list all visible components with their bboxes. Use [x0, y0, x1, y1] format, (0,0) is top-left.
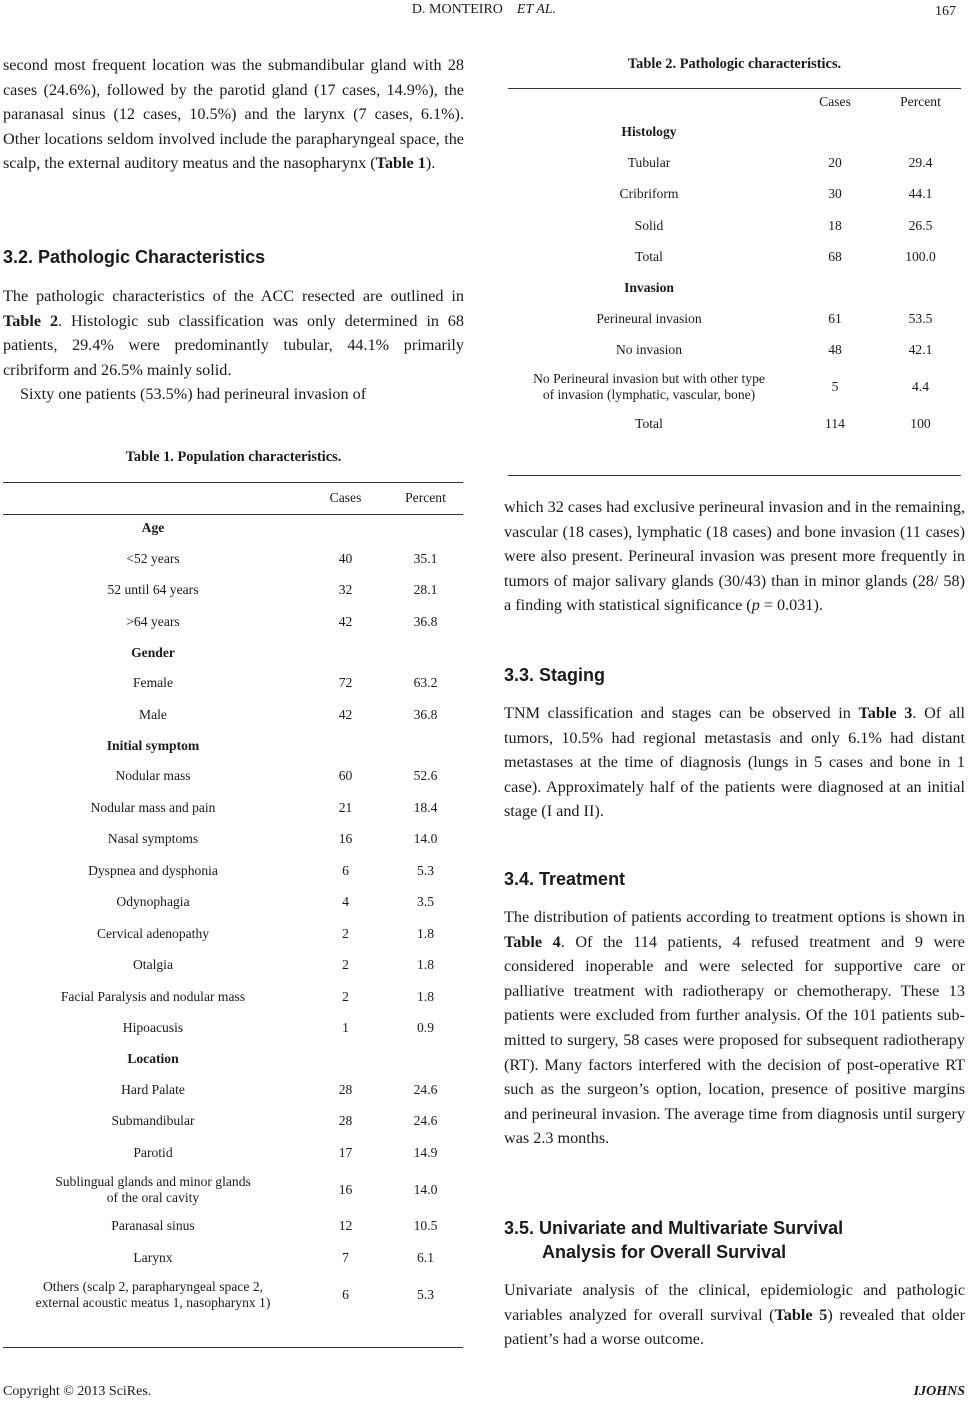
row-label: Perineural invasion	[596, 310, 702, 326]
table-row	[3, 699, 463, 731]
cases-cell: 20	[828, 154, 842, 170]
cases-cell: 5	[831, 379, 839, 394]
table5-reference: Table 5	[774, 1305, 828, 1324]
right-column-text-4	[504, 1278, 965, 1352]
right-paragraph-2: TNM classification and stages can be observed in Table 3. Of all tumors, 10.5% had regional metastasis and only 6.1% had distant metastases at the time of diagnosis (lungs in 5 cases and bone in 1 case). Approximately half of the patients were diagnosed at an initial stage (I and II).	[504, 704, 966, 821]
column-header-cases: Cases	[329, 490, 362, 505]
percent-cell: 28.1	[413, 582, 438, 598]
table2-bottom-rule	[508, 475, 961, 476]
percent-cell: 0.9	[417, 1020, 434, 1036]
running-head-author: D. MONTEIRO	[411, 2, 503, 17]
row-label: Others (scalp 2, parapharyngeal space 2,	[42, 1278, 264, 1294]
section-heading-3-4: 3.4. Treatment	[504, 869, 626, 889]
percent-cell: 24.6	[413, 1081, 438, 1097]
table-row	[3, 824, 463, 856]
table3-reference: Table 3	[858, 704, 913, 722]
table1-caption: Table 1. Population characteristics.	[125, 449, 342, 465]
group-title: Location	[127, 1051, 179, 1066]
cases-cell: 2	[342, 988, 349, 1004]
row-label-cell	[3, 606, 303, 638]
table-group-row	[3, 513, 463, 543]
row-label-cell	[3, 1169, 303, 1211]
cases-cell: 16	[338, 1181, 353, 1197]
percent-cell: 1.8	[417, 925, 434, 941]
section-heading-3-2: 3.2. Pathologic Characteristics	[3, 247, 266, 267]
row-label: >64 years	[126, 613, 180, 629]
percent-cell: 42.1	[908, 342, 933, 358]
table-row	[3, 1211, 463, 1243]
table-row	[3, 575, 463, 607]
group-title: Age	[141, 520, 165, 535]
row-label-cell	[3, 824, 303, 856]
percent-cell: 14.0	[413, 831, 438, 847]
row-label: Larynx	[133, 1249, 173, 1265]
page-header	[0, 2, 968, 26]
row-label: Nodular mass and pain	[90, 799, 216, 815]
row-label: Otalgia	[132, 957, 173, 973]
copyright-text: Copyright © 2013 SciRes.	[3, 1384, 152, 1399]
percent-cell: 4.4	[912, 379, 929, 394]
row-label-cell	[3, 887, 303, 919]
table-row	[3, 543, 463, 575]
row-label: Total	[635, 249, 663, 265]
left-column-lower	[3, 284, 464, 407]
table2-reference: Table 2	[3, 311, 59, 330]
table-row	[508, 408, 961, 440]
cases-cell: 1	[342, 1020, 349, 1036]
cases-cell: 7	[342, 1249, 349, 1265]
table-row	[508, 335, 961, 367]
table-row	[508, 303, 961, 335]
table-row	[3, 1074, 463, 1106]
row-label: Male	[139, 706, 167, 722]
cases-cell: 42	[338, 706, 353, 722]
row-label-line2: external acoustic meatus 1, nasopharynx 1)	[35, 1294, 271, 1310]
journal-name: IJOHNS	[913, 1384, 965, 1399]
row-label: No invasion	[615, 342, 683, 358]
table-row	[3, 1242, 463, 1274]
percent-cell: 5.3	[417, 1286, 434, 1302]
cases-cell: 21	[338, 799, 353, 815]
percent-cell: 1.8	[417, 957, 434, 973]
cases-cell: 30	[828, 186, 842, 202]
percent-cell: 14.9	[413, 1144, 438, 1160]
row-label: Dyspnea and dysphonia	[88, 862, 218, 878]
cases-cell: 72	[338, 675, 353, 691]
percent-cell: 63.2	[413, 675, 438, 691]
cases-cell: 42	[338, 613, 353, 629]
cases-cell: 28	[338, 1113, 353, 1129]
left-column	[3, 53, 464, 176]
row-label-cell	[508, 147, 790, 179]
table2-caption: Table 2. Pathologic characteristics.	[627, 56, 842, 72]
cases-cell: 12	[338, 1218, 353, 1234]
row-label-cell	[508, 408, 790, 440]
row-label: No Perineural invasion but with other type	[533, 371, 765, 386]
cases-cell: 6	[342, 862, 349, 878]
cases-cell: 40	[338, 550, 353, 566]
percent-cell: 24.6	[413, 1113, 438, 1129]
table-row	[3, 792, 463, 824]
percent-cell: 52.6	[413, 768, 438, 784]
table-row	[3, 668, 463, 700]
table-row	[508, 366, 961, 408]
table2	[508, 87, 961, 440]
table-row	[3, 1274, 463, 1316]
table-group-row	[3, 638, 463, 668]
row-label-cell	[508, 335, 790, 367]
row-label: Total	[635, 415, 663, 431]
row-label-cell	[3, 855, 303, 887]
row-label-cell	[3, 950, 303, 982]
table-row	[3, 1169, 463, 1211]
row-label: Tubular	[627, 154, 671, 170]
row-label: Sublingual glands and minor glands	[55, 1173, 251, 1189]
row-label: <52 years	[126, 550, 180, 566]
group-title: Initial symptom	[106, 737, 200, 753]
table-row	[508, 147, 961, 179]
cases-cell: 61	[828, 310, 842, 326]
row-label-cell	[3, 543, 303, 575]
row-label-cell	[508, 303, 790, 335]
percent-cell: 10.5	[413, 1218, 438, 1234]
row-label-cell	[508, 210, 790, 242]
row-label: Nasal symptoms	[107, 831, 199, 847]
row-label-cell	[3, 761, 303, 793]
percent-cell: 3.5	[417, 894, 434, 910]
row-label-cell	[3, 1274, 303, 1316]
table1-bottom-rule	[3, 1347, 463, 1348]
cases-cell: 60	[338, 768, 353, 784]
row-label: Cervical adenopathy	[96, 925, 210, 941]
percent-cell: 5.3	[417, 862, 434, 878]
right-paragraph-1: which 32 cases had exclusive perineural invasion and in the remaining, vascular (18 cases), lymphatic (18 cases) and bone invasion (11 cases) were also present. Perineural invasion was present more frequently in tumors of major salivary glands (30/43) than in minor glands (28/ 58) a finding with statistical significance (p = 0.031).	[504, 498, 965, 615]
row-label-cell	[3, 1013, 303, 1045]
cases-cell: 18	[828, 217, 842, 233]
table-row	[3, 761, 463, 793]
table-row	[3, 1013, 463, 1045]
cases-cell: 28	[338, 1081, 353, 1097]
row-label-line2: of the oral cavity	[106, 1189, 200, 1205]
cases-cell: 4	[342, 894, 349, 910]
running-head	[0, 2, 968, 18]
table-row	[3, 950, 463, 982]
row-label-cell	[3, 1074, 303, 1106]
row-label: Female	[132, 675, 173, 691]
column-header-percent: Percent	[405, 490, 446, 505]
percent-cell: 53.5	[908, 310, 933, 326]
row-label-cell	[3, 668, 303, 700]
row-label: Hard Palate	[121, 1081, 185, 1097]
cases-cell: 6	[342, 1286, 349, 1302]
row-label-cell	[508, 242, 790, 274]
row-label: Facial Paralysis and nodular mass	[60, 988, 246, 1004]
row-label-cell	[508, 179, 790, 211]
column-header-percent: Percent	[900, 94, 941, 109]
row-label: Parotid	[133, 1144, 173, 1160]
table-row	[508, 179, 961, 211]
section-heading-3-3: 3.3. Staging	[504, 665, 606, 685]
row-label-cell	[3, 792, 303, 824]
table-row	[508, 210, 961, 242]
group-title: Histology	[621, 124, 677, 139]
group-title: Gender	[131, 644, 175, 660]
percent-cell: 29.4	[908, 154, 933, 170]
row-label: 52 until 64 years	[107, 582, 199, 598]
page-footer	[3, 1384, 965, 1400]
row-label: Cribriform	[619, 186, 679, 202]
row-label-cell	[508, 366, 790, 408]
table-row	[3, 1106, 463, 1138]
left-paragraph-3: Sixty one patients (53.5%) had perineural invasion of	[20, 385, 367, 404]
table1-reference: Table 1	[375, 154, 426, 173]
group-title: Invasion	[624, 280, 674, 295]
page-number: 167	[935, 4, 956, 19]
table-row	[508, 242, 961, 274]
header-empty-cell	[3, 483, 303, 513]
percent-cell: 14.0	[413, 1181, 438, 1197]
table-header-row	[3, 483, 463, 513]
right-paragraph-4: Univariate analysis of the clinical, epidemiologic and pathologic variables analyzed for overall survival (Table 5) revealed that older patient’s had a worse outcome.	[504, 1281, 965, 1349]
left-paragraph-1: second most frequent location was the submandibular gland with 28 cases (24.6%), followed by the parotid gland (17 cases, 14.9%), the paranasal sinus (12 cases, 10.5%) and the larynx (7 cases, 6.1%). Other locations seldom involved include the parapharyngeal space, the scalp, the external auditory meatus and the nasopharynx (Table 1).	[3, 56, 464, 173]
table-row	[3, 887, 463, 919]
row-label: Paranasal sinus	[111, 1218, 195, 1234]
table-group-row	[508, 117, 961, 147]
percent-cell: 100.0	[905, 249, 936, 265]
table-row	[3, 606, 463, 638]
p-value-symbol: p	[751, 596, 760, 615]
cases-cell: 2	[342, 925, 349, 941]
table-header-row	[508, 87, 961, 117]
row-label-cell	[3, 1137, 303, 1169]
cases-cell: 17	[338, 1144, 353, 1160]
cases-cell: 16	[338, 831, 353, 847]
row-label-cell	[3, 1106, 303, 1138]
row-label: Submandibular	[111, 1113, 195, 1129]
cases-cell: 68	[828, 249, 842, 265]
table-group-row	[508, 273, 961, 303]
table-group-row	[3, 731, 463, 761]
cases-cell: 32	[338, 582, 353, 598]
table-row	[3, 981, 463, 1013]
percent-cell: 26.5	[908, 217, 933, 233]
column-header-cases: Cases	[819, 94, 851, 109]
row-label-cell	[3, 1242, 303, 1274]
row-label: Nodular mass	[115, 768, 191, 784]
table1	[3, 483, 463, 1316]
percent-cell: 44.1	[908, 186, 933, 202]
right-column-text-3	[504, 905, 965, 1151]
cases-cell: 2	[342, 957, 349, 973]
row-label-cell	[3, 1211, 303, 1243]
right-column-text-1	[504, 495, 965, 618]
row-label-line2: of invasion (lymphatic, vascular, bone)	[542, 387, 756, 402]
row-label: Odynophagia	[116, 894, 190, 910]
table-row	[3, 855, 463, 887]
right-column-text-2	[504, 701, 965, 824]
header-empty-cell	[508, 87, 790, 117]
right-paragraph-3: The distribution of patients according to treatment options is shown in Table 4. Of the 114 patients, 4 refused treatment and 9 were considered inoperable and were selected for supportive care or palliative treatment with radiotherapy or chemotherapy. These 13 patients were excluded from further analysis. Of the 101 patients submitted to surgery, 58 cases were proposed for subsequent radiotherapy (RT). Many factors interfered with the decision of post-operative RT such as the surgeon’s option, location, presence of positive margins and perineural invasion. The average time from diagnosis until surgery was 2.3 months.	[504, 908, 965, 1148]
cases-cell: 48	[828, 342, 842, 358]
row-label-cell	[3, 918, 303, 950]
table-row	[3, 1137, 463, 1169]
percent-cell: 6.1	[417, 1249, 434, 1265]
row-label: Solid	[634, 217, 664, 233]
table4-reference: Table 4	[504, 932, 561, 951]
row-label: Hipoacusis	[122, 1020, 184, 1036]
percent-cell: 18.4	[413, 799, 438, 815]
section-heading-3-5: 3.5. Univariate and Multivariate Survival Analysis for Overall Survival	[504, 1218, 844, 1262]
row-label-cell	[3, 981, 303, 1013]
row-label-cell	[3, 699, 303, 731]
percent-cell: 35.1	[413, 550, 438, 566]
running-head-etal: ET AL.	[516, 2, 557, 17]
percent-cell: 100	[910, 415, 931, 431]
percent-cell: 1.8	[417, 988, 434, 1004]
cases-cell: 114	[825, 415, 845, 431]
percent-cell: 36.8	[413, 706, 438, 722]
table-row	[3, 918, 463, 950]
row-label-cell	[3, 575, 303, 607]
table-group-row	[3, 1044, 463, 1074]
left-paragraph-2: The pathologic characteristics of the ACC resected are outlined in Table 2. Histologic sub classification was only determined in 68 patients, 29.4% were predominantly tubular, 44.1% primarily cribriform and 26.5% mainly solid.	[3, 287, 464, 379]
percent-cell: 36.8	[413, 613, 438, 629]
